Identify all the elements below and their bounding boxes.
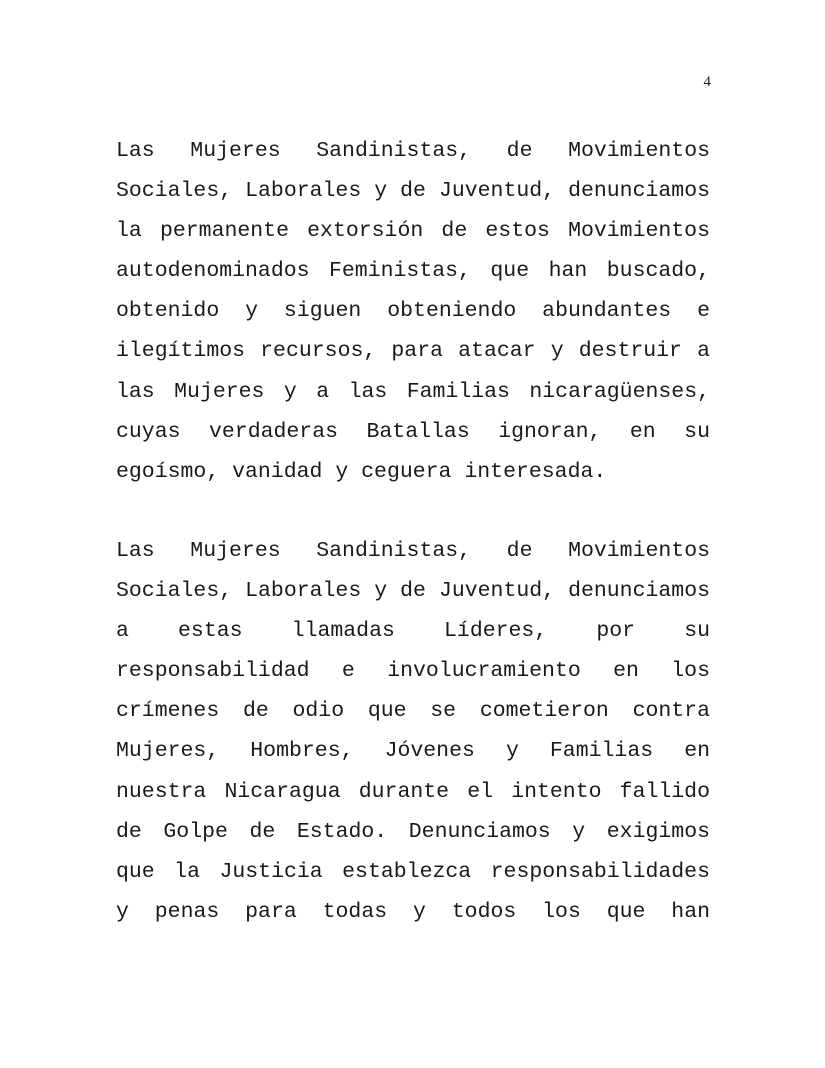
paragraph-2 — [116, 531, 710, 932]
paragraph-line: obtenido y siguen obteniendo abundantes e — [116, 299, 710, 324]
paragraph-line: ilegítimos recursos, para atacar y destruir a — [116, 339, 710, 364]
paragraph-line: a estas llamadas Líderes, por su — [116, 619, 710, 644]
paragraph-1 — [116, 131, 710, 492]
paragraph-line: Sociales, Laborales y de Juventud, denunciamos — [116, 579, 710, 604]
paragraph-line: crímenes de odio que se cometieron contra — [116, 699, 710, 724]
paragraph-line: autodenominados Feministas, que han buscado, — [116, 259, 710, 284]
paragraph-line: responsabilidad e involucramiento en los — [116, 659, 710, 684]
page-number: 4 — [703, 74, 711, 90]
paragraph-line: Las Mujeres Sandinistas, de Movimientos — [116, 539, 710, 563]
paragraph-line: cuyas verdaderas Batallas ignoran, en su — [116, 419, 710, 444]
paragraph-line: la permanente extorsión de estos Movimientos — [116, 219, 710, 244]
paragraph-line: Las Mujeres Sandinistas, de Movimientos — [116, 139, 710, 163]
paragraph-line: y penas para todas y todos los que han — [116, 899, 710, 924]
paragraph-line: nuestra Nicaragua durante el intento fallido — [116, 779, 710, 804]
paragraph-line: que la Justicia establezca responsabilidades — [116, 859, 710, 884]
paragraph-line: egoísmo, vanidad y ceguera interesada. — [116, 459, 607, 484]
paragraph-line: Mujeres, Hombres, Jóvenes y Familias en — [116, 739, 710, 764]
paragraph-line: las Mujeres y a las Familias nicaragüenses, — [116, 379, 710, 404]
paragraph-line: de Golpe de Estado. Denunciamos y exigimos — [116, 819, 710, 844]
paragraph-line: Sociales, Laborales y de Juventud, denunciamos — [116, 179, 710, 204]
